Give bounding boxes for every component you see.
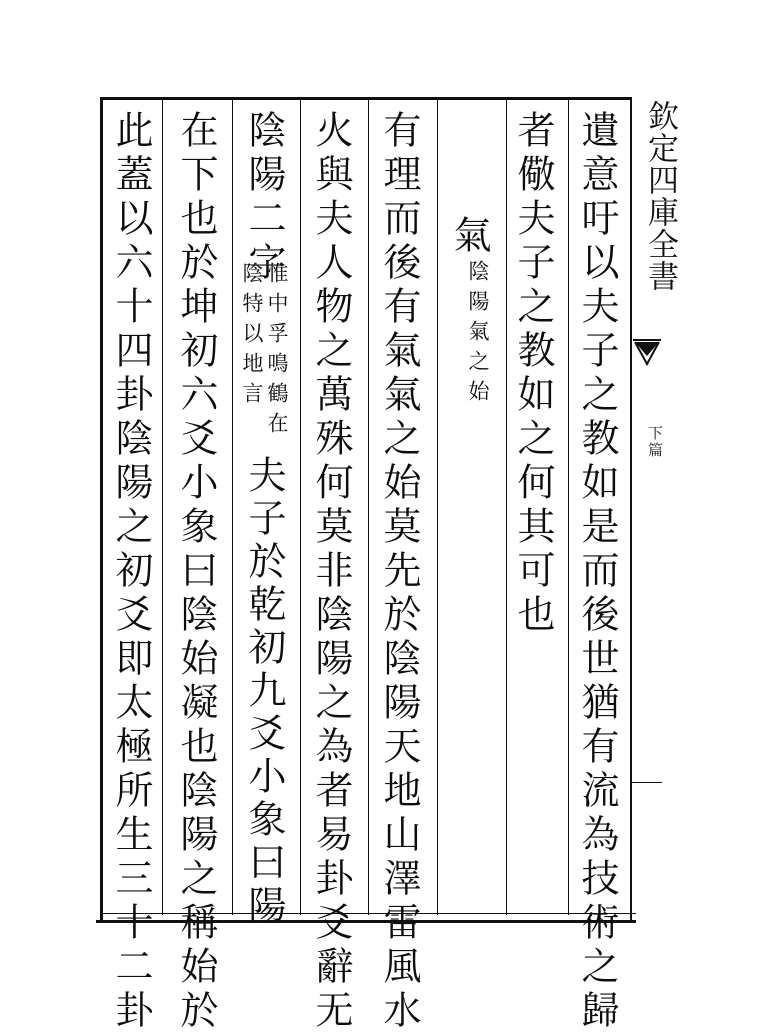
right-border	[630, 97, 632, 923]
margin-rule	[632, 782, 662, 783]
text-column-1: 遺意吁以夫子之教如是而後世猶有流為技術之歸	[575, 110, 619, 1034]
column-rule	[300, 100, 301, 915]
column-rule	[162, 100, 163, 915]
text-column-7: 在下也於坤初六爻小象曰陰始凝也陰陽之稱始於	[174, 110, 218, 1034]
text-column-6-note-right: 惟中孚鳴鶴在	[265, 262, 289, 442]
text-column-8: 此蓋以六十四卦陰陽之初爻即太極所生三十二卦	[109, 110, 153, 1034]
left-border	[100, 97, 103, 923]
text-column-3-heading: 氣	[447, 215, 491, 259]
column-rule	[368, 100, 369, 915]
text-column-6-head: 陰陽二字	[242, 110, 286, 286]
section-label: 下篇	[646, 425, 664, 459]
text-column-6-note-left: 陰特以地言	[240, 262, 264, 412]
column-rule	[568, 100, 569, 915]
text-column-6-tail: 夫子於乾初九爻小象曰陽	[242, 455, 286, 928]
fish-tail-mark-icon	[633, 338, 661, 378]
text-column-3-note: 陰陽氣之始	[466, 260, 490, 410]
column-rule	[232, 100, 233, 915]
book-title: 欽定四庫全書	[642, 100, 678, 292]
column-rule	[437, 100, 438, 915]
text-column-4: 有理而後有氣氣之始莫先於陰陽天地山澤雷風水	[377, 110, 421, 1034]
text-column-5: 火與夫人物之萬殊何莫非陰陽之為者易卦爻辭无	[309, 110, 353, 1034]
top-border	[100, 97, 630, 100]
column-rule	[506, 100, 507, 915]
text-column-2: 者儆夫子之教如之何其可也	[511, 110, 555, 638]
